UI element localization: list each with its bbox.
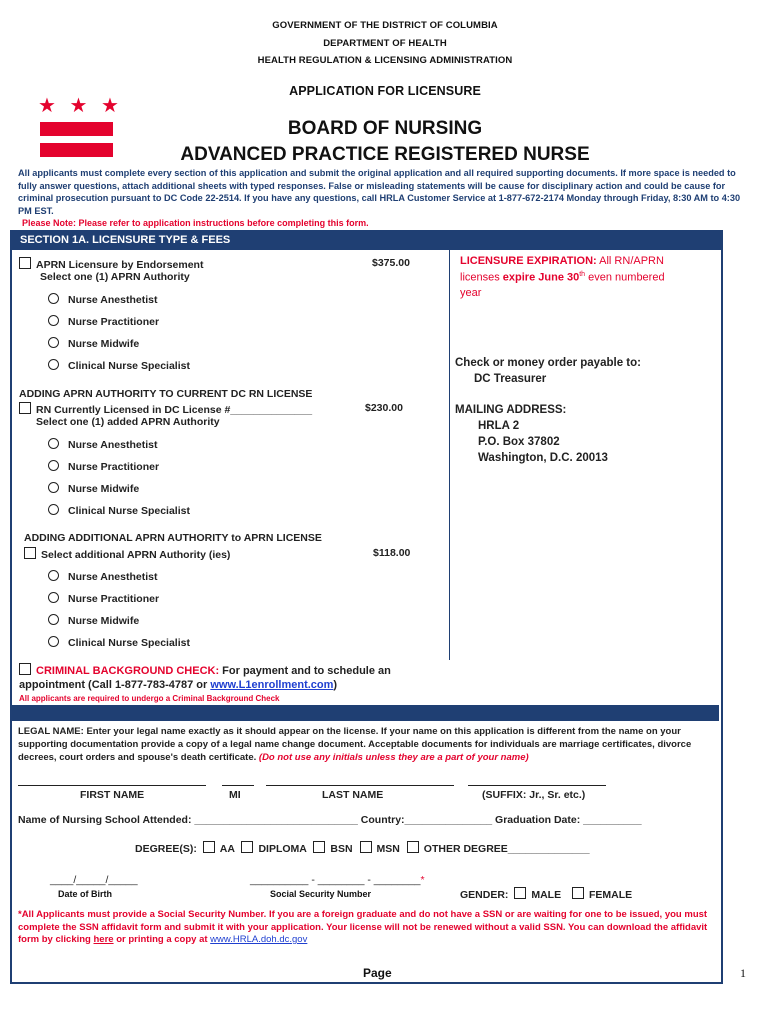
radio-option[interactable]: Nurse Midwife [48, 482, 139, 495]
enrollment-link[interactable]: www.L1enrollment.com [210, 679, 334, 691]
radio-icon[interactable] [48, 337, 59, 348]
radio-option[interactable]: Nurse Practitioner [48, 592, 159, 605]
admin-heading: HEALTH REGULATION & LICENSING ADMINISTRATION [257, 55, 513, 66]
additional-checkbox[interactable] [24, 547, 36, 559]
affidavit-link[interactable]: here [93, 934, 114, 945]
radio-icon[interactable] [48, 636, 59, 647]
additional-fee: $118.00 [373, 547, 411, 559]
expiration-line1: LICENSURE EXPIRATION: All RN/APRN [460, 255, 664, 267]
page-number: 1 [740, 966, 746, 980]
page-label: Page [363, 966, 392, 980]
radio-icon[interactable] [48, 614, 59, 625]
dob-field[interactable]: ____/_____/_____ [50, 874, 138, 886]
cbc-checkbox[interactable] [19, 663, 31, 675]
radio-option[interactable]: Nurse Anesthetist [48, 438, 157, 451]
endorsement-checkbox[interactable] [19, 257, 31, 269]
first-name-label: FIRST NAME [80, 789, 145, 801]
payee: DC Treasurer [474, 373, 547, 385]
endorsement-fee: $375.00 [372, 257, 410, 269]
other-degree-checkbox[interactable] [407, 841, 419, 853]
radio-option[interactable]: Nurse Midwife [48, 337, 139, 350]
radio-option[interactable]: Clinical Nurse Specialist [48, 359, 190, 372]
rn-fee: $230.00 [365, 402, 403, 414]
radio-icon[interactable] [48, 504, 59, 515]
radio-option[interactable]: Clinical Nurse Specialist [48, 504, 190, 517]
suffix-label: (SUFFIX: Jr., Sr. etc.) [482, 789, 586, 801]
additional-option[interactable]: Select additional APRN Authority (ies) [24, 547, 230, 561]
mi-label: MI [229, 789, 241, 801]
ssn-label: Social Security Number [270, 889, 372, 899]
hrla-link[interactable]: www.HRLA.doh.dc.gov [210, 934, 308, 945]
cbc-note: All applicants are required to undergo a Criminal Background Check [19, 694, 280, 703]
mailing-label: MAILING ADDRESS: [455, 404, 567, 416]
radio-option[interactable]: Nurse Practitioner [48, 460, 159, 473]
endorsement-sub: Select one (1) APRN Authority [40, 271, 190, 283]
application-title: APPLICATION FOR LICENSURE [289, 84, 481, 98]
radio-icon[interactable] [48, 460, 59, 471]
additional-heading: ADDING ADDITIONAL APRN AUTHORITY to APRN LICENSE [24, 532, 322, 544]
rn-license-checkbox[interactable] [19, 402, 31, 414]
suffix-field[interactable] [468, 785, 606, 786]
aprn-title: ADVANCED PRACTICE REGISTERED NURSE [180, 144, 590, 165]
legal-name-text: LEGAL NAME: Enter your legal name exactly as it should appear on the license. If your name on this application is different from the name on your supporting documentation provide a copy of a legal name change document. Acceptable documents for individuals are marriage certificates, divorce decrees, court orders and spouse's death certificate. (Do not use any initials unless they are a part of your name) [18, 726, 692, 763]
adding-heading: ADDING APRN AUTHORITY TO CURRENT DC RN LICENSE [19, 388, 313, 400]
mail-line2: P.O. Box 37802 [478, 436, 560, 448]
intro-note: Please Note: Please refer to application instructions before completing this form. [22, 218, 369, 228]
board-title: BOARD OF NURSING [287, 118, 483, 139]
radio-icon[interactable] [48, 592, 59, 603]
endorsement-option[interactable]: APRN Licensure by Endorsement [19, 257, 203, 271]
gender-row: GENDER: MALE FEMALE [460, 889, 633, 901]
expiration-line2: licenses expire June 30th even numbered [460, 271, 665, 284]
mail-line3: Washington, D.C. 20013 [478, 452, 608, 464]
intro-text: All applicants must complete every section of this application and submit the original application and all required supporting documents. If more space is needed to fully answer questions, attach additional sheets with typed responses. False or misleading statements will be cause for disciplinary action and could be cause for criminal prosecution pursuant to DC Code 22-2514. If you have any questions, call HRLA Customer Service at 1-877-672-2174 Monday through Friday, 8:30 AM to 4:30 PM EST. [18, 168, 741, 216]
ssn-note: *All Applicants must provide a Social Security Number. If you are a foreign graduate and do not have a SSN or are waiting for one to be issued, you must complete the SSN affidavit form and submit it with your application. Your license will not be renewed without a valid SSN. You can download the affidavit form by clicking here or printing a copy at www.HRLA.doh.dc.gov [18, 909, 708, 945]
radio-icon[interactable] [48, 359, 59, 370]
expiration-line3: year [460, 287, 482, 299]
dept-heading: DEPARTMENT OF HEALTH [323, 38, 447, 49]
msn-checkbox[interactable] [360, 841, 372, 853]
dob-label: Date of Birth [58, 889, 112, 899]
rn-license-option[interactable]: RN Currently Licensed in DC License #______________ [19, 402, 312, 416]
mi-field[interactable] [222, 785, 254, 786]
cbc-option[interactable]: CRIMINAL BACKGROUND CHECK: For payment and to schedule an [19, 663, 391, 677]
radio-option[interactable]: Nurse Midwife [48, 614, 139, 627]
radio-icon[interactable] [48, 438, 59, 449]
female-checkbox[interactable] [572, 887, 584, 899]
ssn-field[interactable]: __________ - ________ - ________* [250, 874, 425, 886]
radio-option[interactable]: Clinical Nurse Specialist [48, 636, 190, 649]
degrees-row: DEGREE(S): AA DIPLOMA BSN MSN OTHER DEGREE______________ [135, 843, 590, 855]
nursing-school-row[interactable]: Name of Nursing School Attended: ____________________________ Country:_______________ Graduation Date: __________ [18, 814, 642, 826]
radio-icon[interactable] [48, 570, 59, 581]
radio-option[interactable]: Nurse Anesthetist [48, 293, 157, 306]
payable-label: Check or money order payable to: [455, 357, 641, 369]
first-name-field[interactable] [18, 785, 206, 786]
last-name-field[interactable] [266, 785, 454, 786]
gov-heading: GOVERNMENT OF THE DISTRICT OF COLUMBIA [272, 20, 498, 31]
mail-line1: HRLA 2 [478, 420, 520, 432]
rn-sub: Select one (1) added APRN Authority [36, 416, 220, 428]
radio-icon[interactable] [48, 482, 59, 493]
dc-flag-stars-icon: ★ ★ ★ [38, 95, 123, 117]
last-name-label: LAST NAME [322, 789, 384, 801]
aa-checkbox[interactable] [203, 841, 215, 853]
section-1a-heading: SECTION 1A. LICENSURE TYPE & FEES [12, 232, 721, 250]
bsn-checkbox[interactable] [313, 841, 325, 853]
diploma-checkbox[interactable] [241, 841, 253, 853]
male-checkbox[interactable] [514, 887, 526, 899]
radio-option[interactable]: Nurse Anesthetist [48, 570, 157, 583]
column-divider [449, 250, 450, 660]
radio-option[interactable]: Nurse Practitioner [48, 315, 159, 328]
cbc-line2: appointment (Call 1-877-783-4787 or www.L1enrollment.com) [19, 679, 338, 691]
radio-icon[interactable] [48, 293, 59, 304]
radio-icon[interactable] [48, 315, 59, 326]
section-band [12, 705, 719, 721]
